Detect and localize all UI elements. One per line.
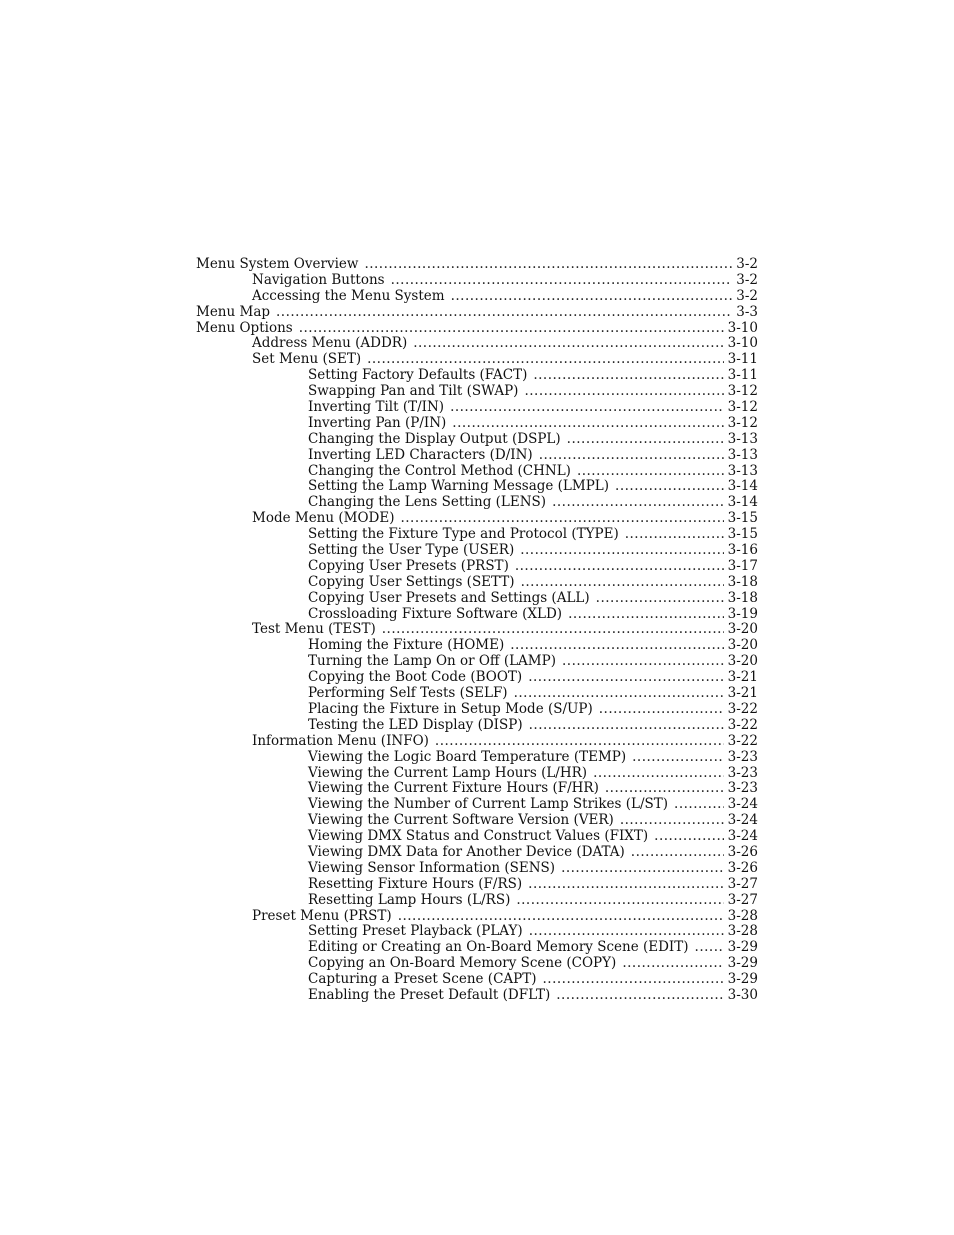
toc-entry (196, 607, 758, 623)
toc-entry-page-number: 3-12 (727, 384, 758, 400)
toc-dot-leader (400, 511, 723, 527)
toc-entry (196, 670, 758, 686)
toc-dot-leader (620, 813, 724, 829)
toc-entry-title: Copying User Presets (PRST) (308, 558, 509, 574)
toc-entry-page-number: 3-11 (727, 352, 758, 368)
toc-entry-title: Copying User Presets and Settings (ALL) (308, 590, 590, 606)
toc-entry-page-number: 3-22 (727, 701, 758, 717)
toc-entry (196, 861, 758, 877)
toc-dot-leader (524, 384, 723, 400)
toc-entry-page-number: 3-29 (727, 956, 758, 972)
toc-entry (196, 257, 758, 273)
toc-dot-leader (605, 781, 724, 797)
toc-entry (196, 940, 758, 956)
toc-entry-page-number: 3-12 (727, 400, 758, 416)
toc-entry-title: Menu Map (196, 304, 271, 320)
toc-entry-page-number: 3-24 (727, 813, 758, 829)
toc-dot-leader (516, 893, 723, 909)
toc-entry-title: Setting the User Type (USER) (308, 543, 515, 559)
toc-entry (196, 511, 758, 527)
toc-entry-title: Mode Menu (MODE) (252, 511, 395, 527)
toc-entry-page-number: 3-13 (727, 463, 758, 479)
toc-entry-page-number: 3-24 (727, 797, 758, 813)
toc-entry (196, 766, 758, 782)
toc-entry-title: Swapping Pan and Tilt (SWAP) (308, 384, 519, 400)
toc-entry (196, 924, 758, 940)
toc-entry-title: Setting the Fixture Type and Protocol (TYPE) (308, 527, 619, 543)
toc-entry-title: Viewing the Current Lamp Hours (L/HR) (308, 765, 588, 781)
toc-entry-page-number: 3-19 (727, 606, 758, 622)
toc-entry-page-number: 3-28 (727, 924, 758, 940)
toc-dot-leader (674, 797, 724, 813)
toc-dot-leader (625, 527, 724, 543)
toc-entry-page-number: 3-10 (727, 336, 758, 352)
toc-entry-title: Address Menu (ADDR) (252, 336, 408, 352)
toc-entry-page-number: 3-21 (727, 686, 758, 702)
toc-dot-leader (543, 972, 724, 988)
toc-dot-leader (596, 591, 724, 607)
toc-entry (196, 909, 758, 925)
toc-entry-page-number: 3-17 (727, 558, 758, 574)
toc-dot-leader (451, 289, 733, 305)
toc-entry-page-number: 3-15 (727, 511, 758, 527)
toc-entry-title: Viewing the Logic Board Temperature (TEMP) (308, 749, 627, 765)
toc-entry-title: Testing the LED Display (DISP) (308, 717, 523, 733)
toc-entry (196, 734, 758, 750)
toc-dot-leader (631, 845, 724, 861)
toc-entry-title: Inverting Pan (P/IN) (308, 415, 447, 431)
toc-dot-leader (520, 543, 723, 559)
toc-dot-leader (568, 607, 724, 623)
toc-entry-title: Resetting Fixture Hours (F/RS) (308, 876, 523, 892)
toc-entry-page-number: 3-2 (736, 257, 758, 272)
toc-entry (196, 750, 758, 766)
toc-entry-page-number: 3-14 (727, 479, 758, 495)
toc-dot-leader (622, 956, 723, 972)
toc-entry (196, 448, 758, 464)
toc-entry-page-number: 3-27 (727, 892, 758, 908)
toc-entry (196, 718, 758, 734)
toc-entry-title: Viewing the Current Software Version (VER) (308, 813, 614, 829)
toc-entry-page-number: 3-14 (727, 495, 758, 511)
toc-dot-leader (367, 352, 724, 368)
toc-entry (196, 702, 758, 718)
toc-entry-title: Inverting LED Characters (D/IN) (308, 447, 533, 463)
toc-dot-leader (533, 368, 723, 384)
toc-entry (196, 575, 758, 591)
toc-dot-leader (552, 495, 724, 511)
toc-entry (196, 368, 758, 384)
toc-entry-title: Homing the Fixture (HOME) (308, 638, 505, 654)
toc-entry-page-number: 3-12 (727, 415, 758, 431)
toc-entry-title: Changing the Control Method (CHNL) (308, 463, 571, 479)
toc-entry-title: Crossloading Fixture Software (XLD) (308, 606, 563, 622)
toc-entry-title: Enabling the Preset Default (DFLT) (308, 987, 551, 1003)
toc-entry-page-number: 3-29 (727, 972, 758, 988)
toc-entry (196, 495, 758, 511)
toc-entry (196, 527, 758, 543)
toc-entry (196, 591, 758, 607)
toc-entry-page-number: 3-27 (727, 876, 758, 892)
toc-entry (196, 400, 758, 416)
toc-entry-page-number: 3-10 (727, 320, 758, 336)
toc-dot-leader (593, 766, 724, 782)
toc-entry (196, 813, 758, 829)
toc-entry-title: Accessing the Menu System (252, 288, 445, 304)
toc-entry (196, 543, 758, 559)
toc-entry (196, 416, 758, 432)
toc-entry-page-number: 3-16 (727, 543, 758, 559)
toc-entry (196, 289, 758, 305)
toc-dot-leader (398, 909, 724, 925)
toc-entry (196, 988, 758, 1004)
toc-dot-leader (435, 734, 724, 750)
toc-entry (196, 479, 758, 495)
toc-entry-title: Viewing the Number of Current Lamp Strikes (L/ST) (308, 797, 669, 813)
toc-entry-title: Navigation Buttons (252, 272, 385, 288)
toc-entry-title: Performing Self Tests (SELF) (308, 686, 508, 702)
toc-dot-leader (529, 718, 724, 734)
toc-entry-title: Viewing the Current Fixture Hours (F/HR) (308, 781, 599, 797)
toc-entry (196, 305, 758, 321)
toc-entry-page-number: 3-26 (727, 844, 758, 860)
toc-entry-page-number: 3-3 (736, 304, 758, 320)
toc-dot-leader (615, 479, 724, 495)
toc-entry (196, 384, 758, 400)
toc-entry (196, 273, 758, 289)
toc-entry-page-number: 3-20 (727, 654, 758, 670)
toc-entry-page-number: 3-23 (727, 749, 758, 765)
toc-entry (196, 781, 758, 797)
toc-dot-leader (528, 877, 724, 893)
toc-dot-leader (299, 321, 724, 337)
toc-entry-page-number: 3-22 (727, 717, 758, 733)
toc-entry-title: Menu System Overview (196, 257, 359, 272)
toc-entry-title: Placing the Fixture in Setup Mode (S/UP) (308, 701, 593, 717)
toc-entry-title: Test Menu (TEST) (252, 622, 376, 638)
toc-entry-page-number: 3-29 (727, 940, 758, 956)
toc-dot-leader (556, 988, 723, 1004)
toc-entry-page-number: 3-15 (727, 527, 758, 543)
toc-entry-title: Setting Preset Playback (PLAY) (308, 924, 523, 940)
toc-entry-title: Preset Menu (PRST) (252, 908, 392, 924)
toc-entry (196, 654, 758, 670)
toc-entry-page-number: 3-26 (727, 860, 758, 876)
toc-dot-leader (391, 273, 733, 289)
toc-entry (196, 336, 758, 352)
toc-entry-title: Viewing DMX Data for Another Device (DATA) (308, 844, 625, 860)
toc-entry (196, 829, 758, 845)
toc-entry-title: Set Menu (SET) (252, 352, 362, 368)
toc-dot-leader (567, 432, 724, 448)
toc-dot-leader (632, 750, 724, 766)
toc-dot-leader (539, 448, 724, 464)
toc-entry-page-number: 3-11 (727, 368, 758, 384)
toc-entry-title: Inverting Tilt (T/IN) (308, 400, 445, 416)
toc-entry-page-number: 3-18 (727, 590, 758, 606)
toc-entry-title: Menu Options (196, 320, 293, 336)
toc-entry-page-number: 3-24 (727, 829, 758, 845)
toc-entry (196, 622, 758, 638)
toc-entry-page-number: 3-30 (727, 987, 758, 1003)
toc-entry-page-number: 3-23 (727, 765, 758, 781)
toc-dot-leader (413, 336, 723, 352)
toc-dot-leader (561, 861, 724, 877)
toc-entry (196, 432, 758, 448)
toc-entry-title: Information Menu (INFO) (252, 733, 429, 749)
toc-dot-leader (452, 416, 723, 432)
toc-entry-title: Changing the Display Output (DSPL) (308, 431, 561, 447)
toc-entry (196, 686, 758, 702)
toc-dot-leader (382, 622, 724, 638)
toc-dot-leader (510, 638, 723, 654)
toc-entry (196, 352, 758, 368)
toc-dot-leader (599, 702, 724, 718)
toc-entry (196, 638, 758, 654)
toc-dot-leader (276, 305, 732, 321)
toc-entry (196, 893, 758, 909)
toc-dot-leader (529, 924, 724, 940)
toc-entry-page-number: 3-2 (736, 288, 758, 304)
toc-dot-leader (364, 257, 732, 273)
toc-entry (196, 464, 758, 480)
table-of-contents (196, 257, 758, 1004)
toc-entry (196, 845, 758, 861)
toc-entry (196, 972, 758, 988)
toc-entry-title: Changing the Lens Setting (LENS) (308, 495, 547, 511)
toc-entry-page-number: 3-28 (727, 908, 758, 924)
toc-dot-leader (654, 829, 723, 845)
toc-dot-leader (577, 464, 724, 480)
toc-entry-page-number: 3-23 (727, 781, 758, 797)
toc-entry-title: Resetting Lamp Hours (L/RS) (308, 892, 511, 908)
toc-dot-leader (528, 670, 723, 686)
toc-entry-title: Editing or Creating an On-Board Memory Scene (EDIT) (308, 940, 689, 956)
toc-dot-leader (562, 654, 724, 670)
toc-dot-leader (695, 940, 724, 956)
toc-dot-leader (514, 686, 724, 702)
toc-entry-page-number: 3-20 (727, 622, 758, 638)
toc-entry-page-number: 3-13 (727, 447, 758, 463)
toc-dot-leader (515, 559, 724, 575)
toc-dot-leader (521, 575, 724, 591)
toc-entry-page-number: 3-2 (736, 272, 758, 288)
toc-entry-title: Viewing DMX Status and Construct Values (FIXT) (308, 829, 649, 845)
toc-entry (196, 877, 758, 893)
toc-entry-title: Setting Factory Defaults (FACT) (308, 368, 528, 384)
toc-entry-page-number: 3-20 (727, 638, 758, 654)
toc-entry-title: Copying an On-Board Memory Scene (COPY) (308, 956, 617, 972)
toc-entry-title: Viewing Sensor Information (SENS) (308, 860, 556, 876)
toc-dot-leader (450, 400, 724, 416)
toc-entry-page-number: 3-21 (727, 670, 758, 686)
toc-entry (196, 797, 758, 813)
toc-entry-page-number: 3-13 (727, 431, 758, 447)
toc-entry (196, 559, 758, 575)
toc-entry-page-number: 3-18 (727, 574, 758, 590)
toc-entry-title: Turning the Lamp On or Off (LAMP) (308, 654, 556, 670)
toc-entry (196, 321, 758, 337)
toc-entry-title: Copying the Boot Code (BOOT) (308, 670, 523, 686)
toc-entry-title: Copying User Settings (SETT) (308, 574, 515, 590)
toc-entry (196, 956, 758, 972)
toc-entry-page-number: 3-22 (727, 733, 758, 749)
toc-entry-title: Setting the Lamp Warning Message (LMPL) (308, 479, 610, 495)
toc-entry-title: Capturing a Preset Scene (CAPT) (308, 972, 537, 988)
